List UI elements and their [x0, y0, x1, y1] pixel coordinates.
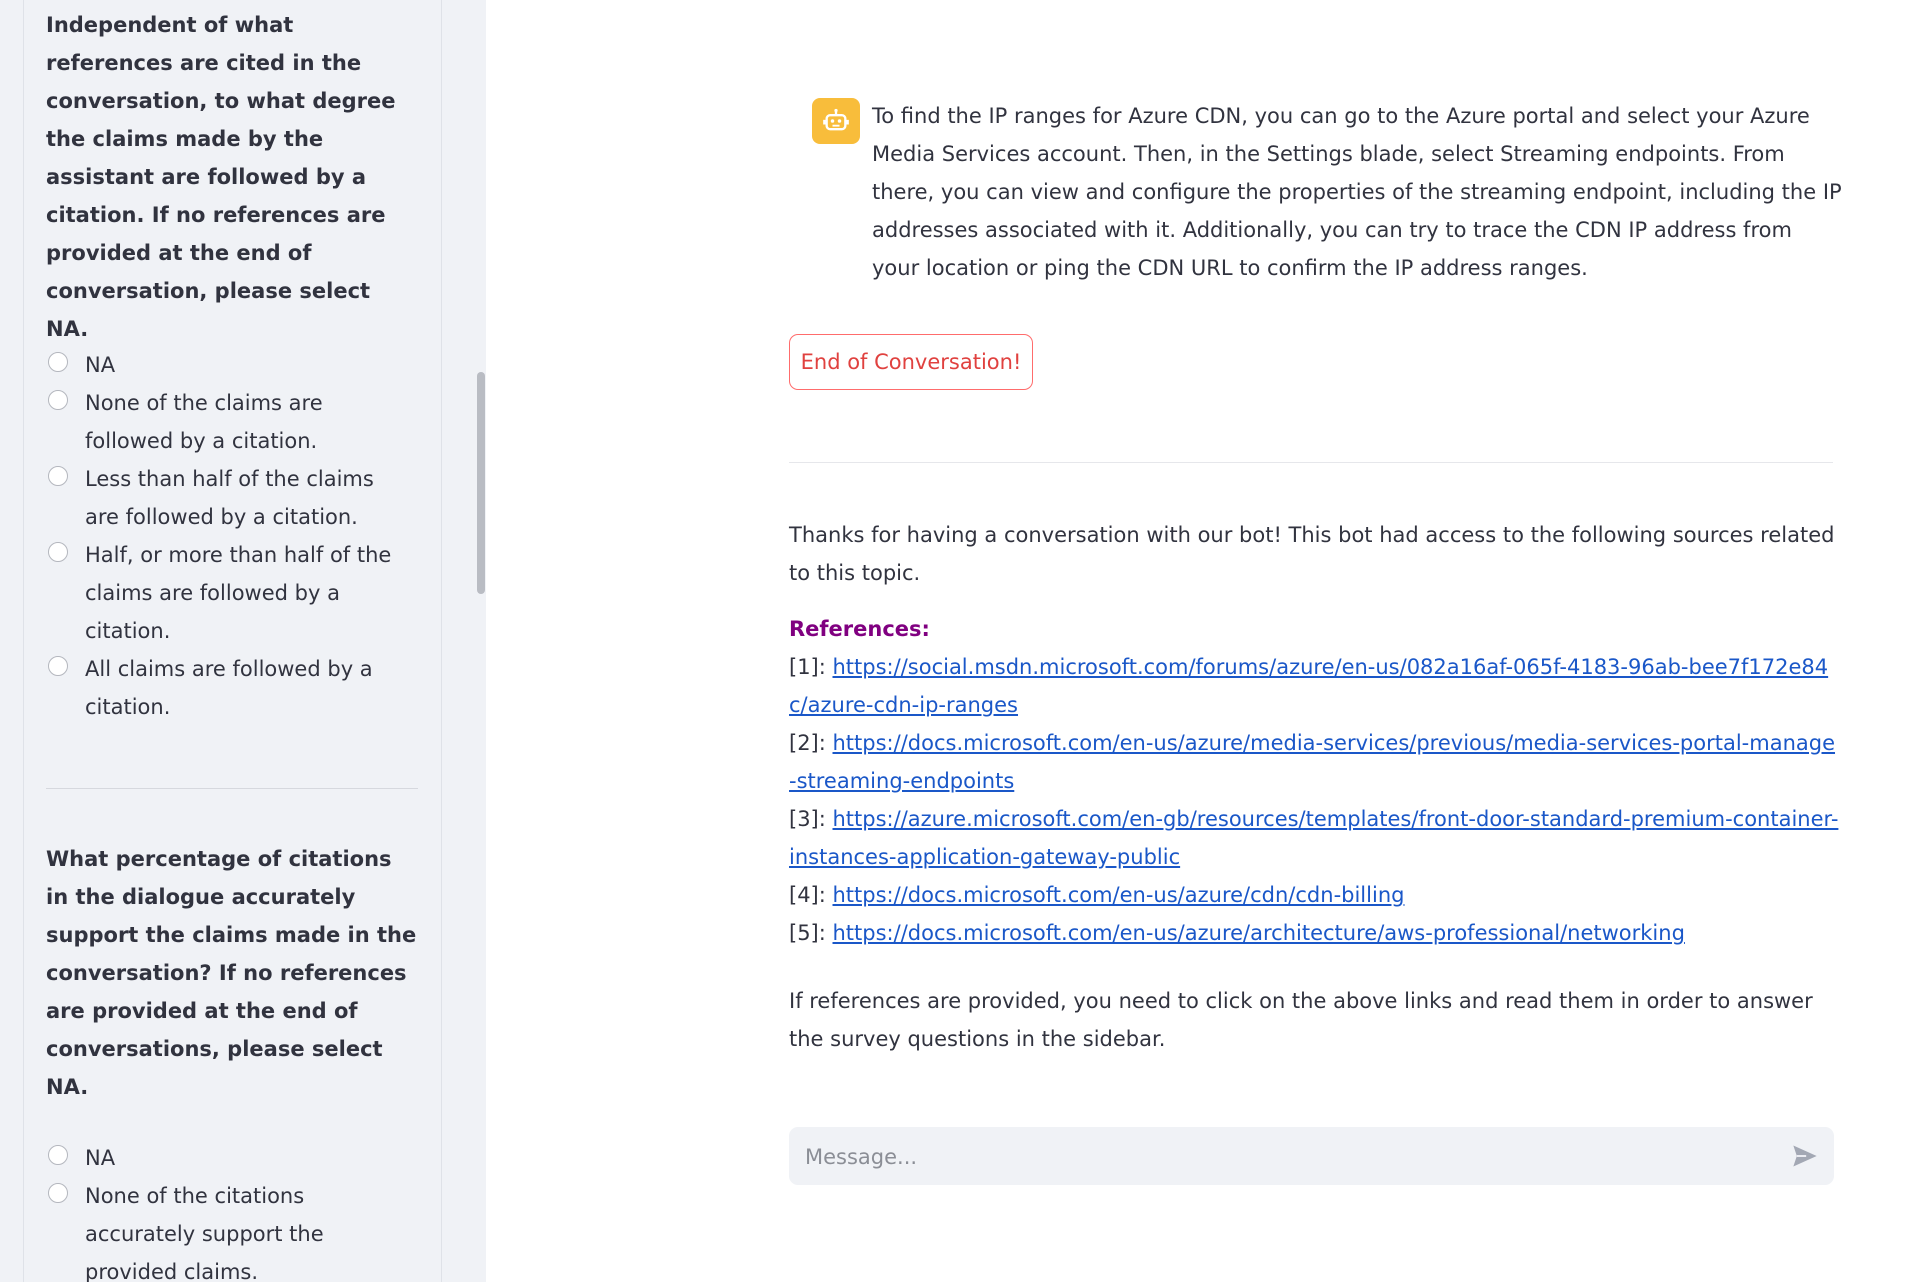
option-label: NA — [85, 353, 116, 377]
bot-message: To find the IP ranges for Azure CDN, you can go to the Azure portal and select your Azure Media Services account. Then, in the Settings blade, select Streaming endpoints. From there, you can view and configure the properties of the streaming endpoint, including the IP addresses associated with it. Additionally, you can try to trace the CDN IP address from your location or ping the CDN URL to confirm the IP address ranges. — [872, 104, 1842, 280]
reference-label: [1]: — [789, 655, 833, 679]
question-1-text: Independent of what references are cited in the conversation, to what degree the claims made by the assistant are followed by a citation. If no references are provided at the end of conversation, please select NA. — [46, 13, 396, 341]
radio-button[interactable] — [48, 1145, 68, 1165]
radio-button[interactable] — [48, 466, 68, 486]
radio-button[interactable] — [48, 1183, 68, 1203]
bot-avatar — [812, 98, 860, 144]
reference-label: [2]: — [789, 731, 833, 755]
option-label: All claims are followed by a citation. — [85, 657, 373, 719]
sidebar-divider — [46, 788, 418, 789]
reference-item — [789, 648, 1839, 724]
reference-item — [789, 914, 1839, 952]
reference-item — [789, 876, 1839, 914]
reference-item — [789, 800, 1839, 876]
option-label: Half, or more than half of the claims are followed by a citation. — [85, 543, 392, 643]
radio-button[interactable] — [48, 390, 68, 410]
end-of-conversation-button[interactable]: End of Conversation! — [789, 334, 1033, 390]
thanks-text: Thanks for having a conversation with our bot! This bot had access to the following sources related to this topic. — [789, 523, 1835, 585]
option-label: None of the citations accurately support the provided claims. — [85, 1184, 324, 1282]
option-label: NA — [85, 1146, 116, 1170]
radio-button[interactable] — [48, 352, 68, 372]
radio-button[interactable] — [48, 656, 68, 676]
sidebar — [0, 0, 486, 1282]
reference-item — [789, 724, 1839, 800]
option-label: None of the claims are followed by a citation. — [85, 391, 323, 453]
chat-input-container — [789, 1127, 1834, 1185]
send-button[interactable] — [1790, 1141, 1820, 1171]
reference-link[interactable]: https://azure.microsoft.com/en-gb/resources/templates/front-door-standard-premium-container-instances-application-gateway-public — [789, 807, 1839, 869]
reference-label: [5]: — [789, 921, 833, 945]
radio-button[interactable] — [48, 542, 68, 562]
references-heading: References: — [789, 617, 930, 641]
sidebar-scrollbar[interactable] — [477, 372, 485, 594]
message-input[interactable] — [803, 1127, 1767, 1187]
instructions-text: If references are provided, you need to click on the above links and read them in order to answer the survey questions in the sidebar. — [789, 989, 1813, 1051]
option-label: Less than half of the claims are followed by a citation. — [85, 467, 374, 529]
reference-link[interactable]: https://docs.microsoft.com/en-us/azure/media-services/previous/media-services-portal-manage-streaming-endpoints — [789, 731, 1836, 793]
reference-link[interactable]: https://docs.microsoft.com/en-us/azure/cdn/cdn-billing — [832, 883, 1405, 907]
main-divider — [789, 462, 1833, 463]
send-icon — [1791, 1142, 1819, 1170]
reference-label: [3]: — [789, 807, 833, 831]
reference-link[interactable]: https://docs.microsoft.com/en-us/azure/architecture/aws-professional/networking — [832, 921, 1685, 945]
question-2-text: What percentage of citations in the dialogue accurately support the claims made in the conversation? If no references are provided at the end of conversations, please select NA. — [46, 847, 417, 1099]
robot-icon — [822, 107, 850, 135]
reference-label: [4]: — [789, 883, 833, 907]
reference-link[interactable]: https://social.msdn.microsoft.com/forums/azure/en-us/082a16af-065f-4183-96ab-bee7f172e84c/azure-cdn-ip-ranges — [789, 655, 1829, 717]
